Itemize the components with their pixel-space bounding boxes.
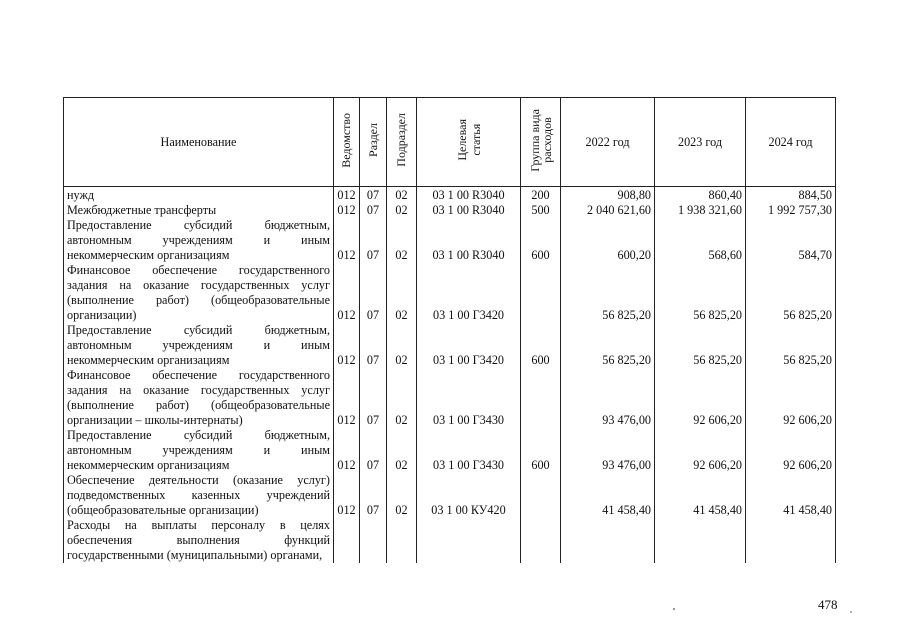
cell-razdel: 07: [360, 428, 387, 473]
cell-razdel: [360, 518, 387, 563]
cell-podrazdel: 02: [387, 428, 417, 473]
cell-y2023: 1 938 321,60: [655, 203, 746, 218]
cell-target: 03 1 00 R3040: [417, 187, 521, 204]
cell-y2023: [655, 518, 746, 563]
cell-razdel: 07: [360, 187, 387, 204]
cell-group: [521, 473, 561, 518]
cell-y2023: 41 458,40: [655, 473, 746, 518]
cell-podrazdel: [387, 518, 417, 563]
cell-podrazdel: 02: [387, 218, 417, 263]
cell-y2024: [746, 518, 836, 563]
cell-group: [521, 368, 561, 428]
cell-razdel: 07: [360, 203, 387, 218]
cell-name: Финансовое обеспечение государственного задания на оказание государственных услуг (выполнение работ) (общеобразовательные организации – школы-интернаты): [64, 368, 334, 428]
header-ved: Ведомство: [334, 98, 360, 187]
cell-name: Финансовое обеспечение государственного задания на оказание государственных услуг (выполнение работ) (общеобразовательные организации): [64, 263, 334, 323]
cell-y2023: 56 825,20: [655, 263, 746, 323]
cell-target: 03 1 00 R3040: [417, 218, 521, 263]
cell-ved: 012: [334, 203, 360, 218]
scan-speck: [673, 608, 675, 610]
cell-ved: 012: [334, 428, 360, 473]
cell-target: 03 1 00 Г3430: [417, 428, 521, 473]
cell-razdel: 07: [360, 473, 387, 518]
table-row: [64, 428, 836, 473]
cell-name: нужд: [64, 187, 334, 204]
scan-speck: [850, 611, 852, 613]
cell-ved: 012: [334, 187, 360, 204]
cell-group: 600: [521, 428, 561, 473]
cell-y2022: 93 476,00: [561, 368, 655, 428]
cell-ved: [334, 518, 360, 563]
cell-target: 03 1 00 Г3420: [417, 263, 521, 323]
cell-y2024: 56 825,20: [746, 263, 836, 323]
table-row: [64, 518, 836, 563]
budget-table: [63, 97, 836, 563]
cell-podrazdel: 02: [387, 473, 417, 518]
cell-ved: 012: [334, 323, 360, 368]
cell-y2024: 1 992 757,30: [746, 203, 836, 218]
table-header-row: [64, 98, 836, 187]
cell-group: 600: [521, 218, 561, 263]
cell-podrazdel: 02: [387, 187, 417, 204]
cell-group: 600: [521, 323, 561, 368]
table-row: [64, 218, 836, 263]
header-2023: 2023 год: [655, 98, 746, 187]
page-number: 478: [818, 597, 838, 612]
table-row: [64, 263, 836, 323]
header-name: Наименование: [64, 98, 334, 187]
cell-target: 03 1 00 R3040: [417, 203, 521, 218]
cell-y2023: 860,40: [655, 187, 746, 204]
cell-name: Обеспечение деятельности (оказание услуг) подведомственных казенных учреждений (общеобразовательные организации): [64, 473, 334, 518]
cell-y2023: 92 606,20: [655, 368, 746, 428]
cell-y2022: 56 825,20: [561, 263, 655, 323]
cell-y2022: 600,20: [561, 218, 655, 263]
cell-name: Предоставление субсидий бюджетным, автономным учреждениям и иным некоммерческим организациям: [64, 218, 334, 263]
cell-podrazdel: 02: [387, 203, 417, 218]
table-row: [64, 323, 836, 368]
cell-y2024: 884,50: [746, 187, 836, 204]
cell-razdel: 07: [360, 323, 387, 368]
cell-y2022: 93 476,00: [561, 428, 655, 473]
header-2022: 2022 год: [561, 98, 655, 187]
cell-ved: 012: [334, 263, 360, 323]
cell-razdel: 07: [360, 218, 387, 263]
cell-podrazdel: 02: [387, 263, 417, 323]
cell-name: Расходы на выплаты персоналу в целях обеспечения выполнения функций государственными (муниципальными) органами,: [64, 518, 334, 563]
cell-ved: 012: [334, 368, 360, 428]
header-group: Группа вида расходов: [521, 98, 561, 187]
cell-y2023: 56 825,20: [655, 323, 746, 368]
cell-group: [521, 263, 561, 323]
cell-target: 03 1 00 КУ420: [417, 473, 521, 518]
cell-target: 03 1 00 Г3420: [417, 323, 521, 368]
table-row: [64, 203, 836, 218]
cell-y2022: 2 040 621,60: [561, 203, 655, 218]
cell-y2024: 41 458,40: [746, 473, 836, 518]
cell-y2024: 92 606,20: [746, 368, 836, 428]
cell-y2023: 92 606,20: [655, 428, 746, 473]
header-podrazdel: Подраздел: [387, 98, 417, 187]
cell-name: Предоставление субсидий бюджетным, автономным учреждениям и иным некоммерческим организациям: [64, 428, 334, 473]
header-razdel: Раздел: [360, 98, 387, 187]
cell-y2022: 56 825,20: [561, 323, 655, 368]
cell-group: [521, 518, 561, 563]
cell-y2022: [561, 518, 655, 563]
cell-y2023: 568,60: [655, 218, 746, 263]
cell-y2024: 92 606,20: [746, 428, 836, 473]
table-row: [64, 187, 836, 204]
header-target: Целевая статья: [417, 98, 521, 187]
cell-podrazdel: 02: [387, 323, 417, 368]
cell-target: 03 1 00 Г3430: [417, 368, 521, 428]
cell-ved: 012: [334, 473, 360, 518]
cell-y2024: 56 825,20: [746, 323, 836, 368]
cell-name: Предоставление субсидий бюджетным, автономным учреждениям и иным некоммерческим организациям: [64, 323, 334, 368]
cell-razdel: 07: [360, 368, 387, 428]
cell-group: 200: [521, 187, 561, 204]
cell-target: [417, 518, 521, 563]
cell-y2024: 584,70: [746, 218, 836, 263]
cell-name: Межбюджетные трансферты: [64, 203, 334, 218]
cell-y2022: 908,80: [561, 187, 655, 204]
cell-podrazdel: 02: [387, 368, 417, 428]
table-row: [64, 473, 836, 518]
cell-y2022: 41 458,40: [561, 473, 655, 518]
cell-razdel: 07: [360, 263, 387, 323]
cell-ved: 012: [334, 218, 360, 263]
header-2024: 2024 год: [746, 98, 836, 187]
table-row: [64, 368, 836, 428]
cell-group: 500: [521, 203, 561, 218]
